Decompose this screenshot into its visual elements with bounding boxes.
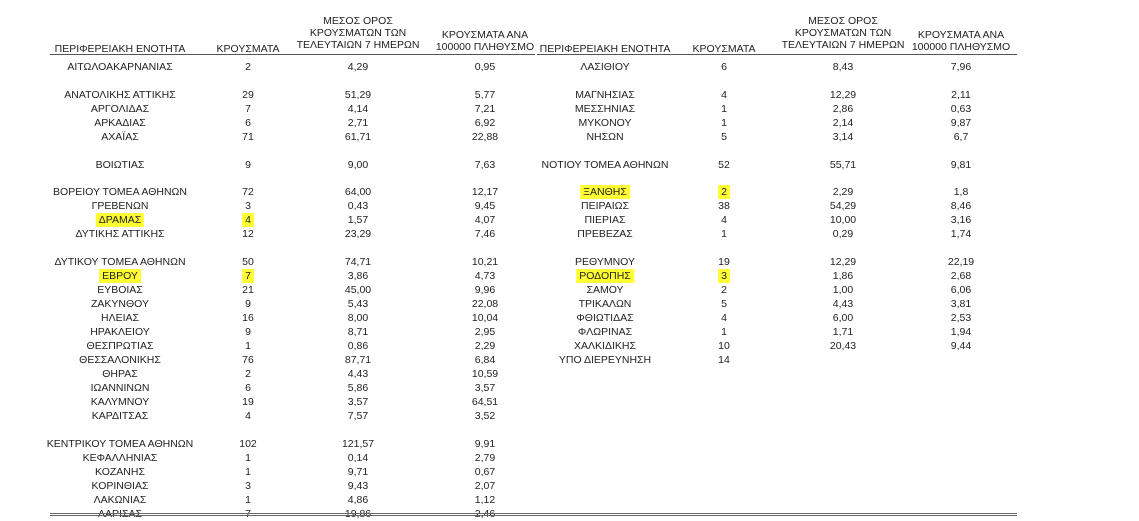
row-per100k: 22,19 (947, 256, 975, 268)
table-row (50, 227, 535, 241)
row-cases: 2 (245, 61, 251, 73)
row-cases: 50 (242, 256, 254, 268)
row-region: ΜΑΓΝΗΣΙΑΣ (575, 89, 635, 101)
row-per100k: 4,07 (474, 214, 496, 226)
row-per100k: 22,08 (471, 298, 499, 310)
row-per100k: 9,96 (474, 284, 496, 296)
row-per100k: 3,52 (474, 410, 496, 422)
table-row (50, 325, 535, 339)
row-region: ΝΗΣΩΝ (586, 131, 624, 143)
row-per100k: 3,57 (474, 382, 496, 394)
row-avg7: 8,00 (347, 312, 369, 324)
row-avg7: 2,14 (832, 117, 854, 129)
row-per100k: 1,74 (950, 228, 972, 240)
header-avg7 (297, 15, 420, 51)
header-region: ΠΕΡΙΦΕΡΕΙΑΚΗ ΕΝΟΤΗΤΑ (539, 43, 671, 55)
table-row (50, 409, 535, 423)
row-per100k: 2,29 (474, 340, 496, 352)
row-region: ΚΟΖΑΝΗΣ (95, 466, 145, 478)
header-divider (537, 54, 1017, 55)
row-cases: 1 (721, 117, 727, 129)
row-per100k: 64,51 (471, 396, 499, 408)
row-cases: 4 (721, 214, 727, 226)
header-cases: ΚΡΟΥΣΜΑΤΑ (692, 43, 756, 55)
row-avg7: 19,86 (344, 508, 372, 520)
row-cases: 4 (721, 312, 727, 324)
row-per100k: 6,7 (953, 131, 969, 143)
row-cases: 3 (245, 480, 251, 492)
table-row (50, 479, 535, 493)
header-region: ΠΕΡΙΦΕΡΕΙΑΚΗ ΕΝΟΤΗΤΑ (54, 43, 186, 55)
row-region: ΘΗΡΑΣ (102, 368, 138, 380)
header-per100k-line2: 100000 ΠΛΗΘΥΣΜΟ (435, 41, 535, 53)
row-cases: 10 (718, 340, 730, 352)
row-avg7: 4,86 (347, 494, 369, 506)
row-avg7: 4,43 (832, 298, 854, 310)
table-row (537, 102, 1017, 116)
header-avg7-line1: ΜΕΣΟΣ ΟΡΟΣ (808, 15, 878, 27)
table-row (537, 269, 1017, 283)
row-region: ΛΑΚΩΝΙΑΣ (93, 494, 147, 506)
row-avg7: 8,43 (832, 61, 854, 73)
row-per100k: 6,84 (474, 354, 496, 366)
right-table (537, 0, 1017, 519)
header-avg7 (782, 15, 905, 51)
row-region: ΑΧΑΪΑΣ (101, 131, 139, 143)
row-avg7: 121,57 (341, 438, 375, 450)
row-region: ΘΕΣΣΑΛΟΝΙΚΗΣ (79, 354, 161, 366)
row-cases: 12 (242, 228, 254, 240)
row-region: ΑΡΓΟΛΙΔΑΣ (90, 103, 150, 115)
row-region: ΗΡΑΚΛΕΙΟΥ (90, 326, 150, 338)
row-avg7: 8,71 (347, 326, 369, 338)
row-region: ΔΡΑΜΑΣ (96, 213, 144, 227)
left-table (46, 0, 535, 520)
row-cases: 9 (245, 326, 251, 338)
row-region: ΙΩΑΝΝΙΝΩΝ (90, 382, 150, 394)
row-cases: 6 (721, 61, 727, 73)
header-per100k-line1: ΚΡΟΥΣΜΑΤΑ ΑΝΑ (917, 29, 1005, 41)
row-cases: 5 (721, 131, 727, 143)
row-per100k: 10,59 (471, 368, 499, 380)
row-cases: 2 (721, 284, 727, 296)
row-cases: 71 (242, 131, 254, 143)
row-per100k: 0,67 (474, 466, 496, 478)
row-cases: 7 (242, 269, 254, 283)
table-row (537, 311, 1017, 325)
row-region: ΡΕΘΥΜΝΟΥ (574, 256, 636, 268)
table-row (537, 339, 1017, 353)
table-row (537, 199, 1017, 213)
row-per100k: 7,63 (474, 159, 496, 171)
table-row (50, 269, 535, 283)
table-row (537, 116, 1017, 130)
table-row (537, 325, 1017, 339)
row-per100k: 2,53 (950, 312, 972, 324)
header-avg7-line2: ΚΡΟΥΣΜΑΤΩΝ ΤΩΝ (794, 27, 892, 39)
row-cases: 21 (242, 284, 254, 296)
row-cases: 4 (721, 89, 727, 101)
row-region: ΥΠΟ ΔΙΕΡΕΥΝΗΣΗ (558, 354, 652, 366)
row-region: ΛΑΡΙΣΑΣ (98, 508, 142, 520)
row-region: ΤΡΙΚΑΛΩΝ (578, 298, 632, 310)
row-region: ΝΟΤΙΟΥ ΤΟΜΕΑ ΑΘΗΝΩΝ (541, 159, 669, 171)
table-row (50, 311, 535, 325)
row-per100k: 0,95 (474, 61, 496, 73)
table-row (537, 353, 1017, 367)
row-cases: 6 (245, 117, 251, 129)
row-per100k: 6,92 (474, 117, 496, 129)
row-per100k: 12,17 (471, 186, 499, 198)
row-region: ΜΕΣΣΗΝΙΑΣ (574, 103, 636, 115)
header-cases: ΚΡΟΥΣΜΑΤΑ (216, 43, 280, 55)
row-avg7: 0,43 (347, 200, 369, 212)
table-row (537, 60, 1017, 74)
row-region: ΛΑΣΙΘΙΟΥ (580, 61, 630, 73)
row-cases: 4 (245, 410, 251, 422)
table-row (50, 60, 535, 74)
row-per100k: 22,88 (471, 131, 499, 143)
row-region: ΣΑΜΟΥ (586, 284, 624, 296)
row-avg7: 3,57 (347, 396, 369, 408)
row-region: ΑΝΑΤΟΛΙΚΗΣ ΑΤΤΙΚΗΣ (64, 89, 176, 101)
row-avg7: 55,71 (829, 159, 857, 171)
row-avg7: 1,71 (832, 326, 854, 338)
row-per100k: 3,16 (950, 214, 972, 226)
row-per100k: 7,96 (950, 61, 972, 73)
row-cases: 1 (245, 340, 251, 352)
table-row (537, 227, 1017, 241)
row-avg7: 1,00 (832, 284, 854, 296)
table-row (50, 353, 535, 367)
header-avg7-line3: ΤΕΛΕΥΤΑΙΩΝ 7 ΗΜΕΡΩΝ (781, 39, 905, 51)
row-per100k: 2,95 (474, 326, 496, 338)
table-row (50, 451, 535, 465)
row-region: ΚΕΦΑΛΛΗΝΙΑΣ (82, 452, 158, 464)
row-per100k: 6,06 (950, 284, 972, 296)
row-cases: 1 (245, 452, 251, 464)
table-row (46, 437, 535, 451)
row-cases: 19 (718, 256, 730, 268)
bottom-rule-bottom (50, 515, 1017, 516)
table-row (537, 213, 1017, 227)
row-cases: 5 (721, 298, 727, 310)
table-row (50, 213, 535, 227)
row-cases: 2 (245, 368, 251, 380)
row-avg7: 5,43 (347, 298, 369, 310)
row-region: ΒΟΡΕΙΟΥ ΤΟΜΕΑ ΑΘΗΝΩΝ (53, 186, 187, 198)
row-cases: 29 (242, 89, 254, 101)
row-cases: 9 (245, 298, 251, 310)
table-row (50, 102, 535, 116)
row-avg7: 6,00 (832, 312, 854, 324)
row-avg7: 3,14 (832, 131, 854, 143)
table-row (50, 199, 535, 213)
row-avg7: 2,71 (347, 117, 369, 129)
row-per100k: 9,87 (950, 117, 972, 129)
row-region: ΡΟΔΟΠΗΣ (576, 269, 634, 283)
header-avg7-line1: ΜΕΣΟΣ ΟΡΟΣ (323, 15, 393, 27)
row-region: ΗΛΕΙΑΣ (100, 312, 140, 324)
header-avg7-line3: ΤΕΛΕΥΤΑΙΩΝ 7 ΗΜΕΡΩΝ (296, 39, 420, 51)
header-avg7-line2: ΚΡΟΥΣΜΑΤΩΝ ΤΩΝ (309, 27, 407, 39)
row-avg7: 51,29 (344, 89, 372, 101)
row-per100k: 10,04 (471, 312, 499, 324)
row-region: ΧΑΛΚΙΔΙΚΗΣ (574, 340, 636, 352)
bottom-rule-top (50, 513, 1017, 514)
row-region: ΓΡΕΒΕΝΩΝ (91, 200, 149, 212)
row-cases: 3 (245, 200, 251, 212)
row-avg7: 1,86 (832, 270, 854, 282)
table-row (50, 283, 535, 297)
row-per100k: 4,73 (474, 270, 496, 282)
row-region: ΑΡΚΑΔΙΑΣ (94, 117, 146, 129)
header-per100k (436, 29, 534, 53)
row-avg7: 2,29 (832, 186, 854, 198)
table-row (50, 116, 535, 130)
table-row (537, 130, 1017, 144)
table-row (50, 255, 535, 269)
table-row (50, 185, 535, 199)
table-row (537, 185, 1017, 199)
row-cases: 7 (245, 103, 251, 115)
row-region: ΠΙΕΡΙΑΣ (584, 214, 626, 226)
header-per100k-line2: 100000 ΠΛΗΘΥΣΜΟ (911, 41, 1011, 53)
table-row (50, 465, 535, 479)
row-avg7: 0,86 (347, 340, 369, 352)
row-avg7: 4,14 (347, 103, 369, 115)
row-cases: 38 (718, 200, 730, 212)
table-row (50, 367, 535, 381)
row-per100k: 2,07 (474, 480, 496, 492)
row-cases: 3 (718, 269, 730, 283)
row-avg7: 7,57 (347, 410, 369, 422)
row-avg7: 0,14 (347, 452, 369, 464)
row-region: ΠΕΙΡΑΙΩΣ (581, 200, 629, 212)
row-per100k: 3,81 (950, 298, 972, 310)
row-cases: 16 (242, 312, 254, 324)
row-per100k: 10,21 (471, 256, 499, 268)
row-avg7: 74,71 (344, 256, 372, 268)
row-region: ΞΑΝΘΗΣ (580, 185, 630, 199)
row-region: ΦΛΩΡΙΝΑΣ (577, 326, 633, 338)
row-avg7: 9,71 (347, 466, 369, 478)
row-avg7: 12,29 (829, 89, 857, 101)
row-avg7: 54,29 (829, 200, 857, 212)
table-row (537, 297, 1017, 311)
row-cases: 1 (245, 494, 251, 506)
table-row (537, 88, 1017, 102)
row-cases: 2 (718, 185, 730, 199)
row-cases: 76 (242, 354, 254, 366)
row-region: ΔΥΤΙΚΗΣ ΑΤΤΙΚΗΣ (75, 228, 165, 240)
row-cases: 72 (242, 186, 254, 198)
table-row (50, 297, 535, 311)
row-per100k: 2,68 (950, 270, 972, 282)
table-row (50, 158, 535, 172)
row-region: ΘΕΣΠΡΩΤΙΑΣ (86, 340, 154, 352)
row-cases: 102 (239, 438, 257, 450)
row-avg7: 10,00 (829, 214, 857, 226)
row-avg7: 1,57 (347, 214, 369, 226)
row-cases: 52 (718, 159, 730, 171)
row-avg7: 12,29 (829, 256, 857, 268)
row-region: ΚΑΡΔΙΤΣΑΣ (91, 410, 149, 422)
table-row (537, 283, 1017, 297)
row-avg7: 2,86 (832, 103, 854, 115)
table-row (537, 158, 1017, 172)
row-cases: 1 (245, 466, 251, 478)
row-avg7: 3,86 (347, 270, 369, 282)
row-cases: 19 (242, 396, 254, 408)
row-region: ΕΥΒΟΙΑΣ (97, 284, 143, 296)
header-divider (50, 54, 535, 55)
row-region: ΕΒΡΟΥ (99, 269, 141, 283)
row-cases: 1 (721, 103, 727, 115)
row-cases: 1 (721, 326, 727, 338)
row-avg7: 20,43 (829, 340, 857, 352)
row-region: ΚΕΝΤΡΙΚΟΥ ΤΟΜΕΑ ΑΘΗΝΩΝ (46, 438, 194, 450)
row-per100k: 8,46 (950, 200, 972, 212)
row-per100k: 1,8 (953, 186, 969, 198)
row-per100k: 2,46 (474, 508, 496, 520)
row-per100k: 9,45 (474, 200, 496, 212)
row-avg7: 23,29 (344, 228, 372, 240)
table-row (50, 130, 535, 144)
row-cases: 1 (721, 228, 727, 240)
row-avg7: 64,00 (344, 186, 372, 198)
row-avg7: 4,29 (347, 61, 369, 73)
row-cases: 7 (245, 508, 251, 520)
row-avg7: 9,00 (347, 159, 369, 171)
row-per100k: 2,11 (951, 89, 971, 101)
row-avg7: 0,29 (832, 228, 854, 240)
row-region: ΔΥΤΙΚΟΥ ΤΟΜΕΑ ΑΘΗΝΩΝ (54, 256, 186, 268)
row-region: ΦΘΙΩΤΙΔΑΣ (576, 312, 634, 324)
row-per100k: 7,21 (474, 103, 496, 115)
table-row (537, 255, 1017, 269)
row-cases: 6 (245, 382, 251, 394)
row-avg7: 87,71 (344, 354, 372, 366)
row-region: ΚΟΡΙΝΘΙΑΣ (91, 480, 149, 492)
row-region: ΜΥΚΟΝΟΥ (578, 117, 632, 129)
row-per100k: 2,79 (474, 452, 496, 464)
row-region: ΠΡΕΒΕΖΑΣ (577, 228, 633, 240)
row-avg7: 4,43 (347, 368, 369, 380)
row-region: ΑΙΤΩΛΟΑΚΑΡΝΑΝΙΑΣ (67, 61, 173, 73)
row-region: ΒΟΙΩΤΙΑΣ (95, 159, 145, 171)
row-per100k: 5,77 (474, 89, 496, 101)
row-cases: 14 (718, 354, 730, 366)
row-per100k: 9,81 (950, 159, 972, 171)
table-row (50, 493, 535, 507)
row-avg7: 45,00 (344, 284, 372, 296)
row-avg7: 9,43 (347, 480, 369, 492)
table-row (50, 339, 535, 353)
table-row (50, 395, 535, 409)
header-per100k-line1: ΚΡΟΥΣΜΑΤΑ ΑΝΑ (441, 29, 529, 41)
table-row (50, 88, 535, 102)
row-cases: 4 (242, 213, 254, 227)
row-region: ΚΑΛΥΜΝΟΥ (90, 396, 150, 408)
row-per100k: 0,63 (950, 103, 972, 115)
row-per100k: 9,44 (950, 340, 972, 352)
row-per100k: 7,46 (474, 228, 496, 240)
row-per100k: 1,94 (950, 326, 972, 338)
row-region: ΖΑΚΥΝΘΟΥ (90, 298, 150, 310)
row-avg7: 5,86 (347, 382, 369, 394)
table-row (50, 381, 535, 395)
row-cases: 9 (245, 159, 251, 171)
header-per100k (912, 29, 1010, 53)
row-avg7: 61,71 (344, 131, 372, 143)
row-per100k: 1,12 (474, 494, 496, 506)
row-per100k: 9,91 (474, 438, 496, 450)
